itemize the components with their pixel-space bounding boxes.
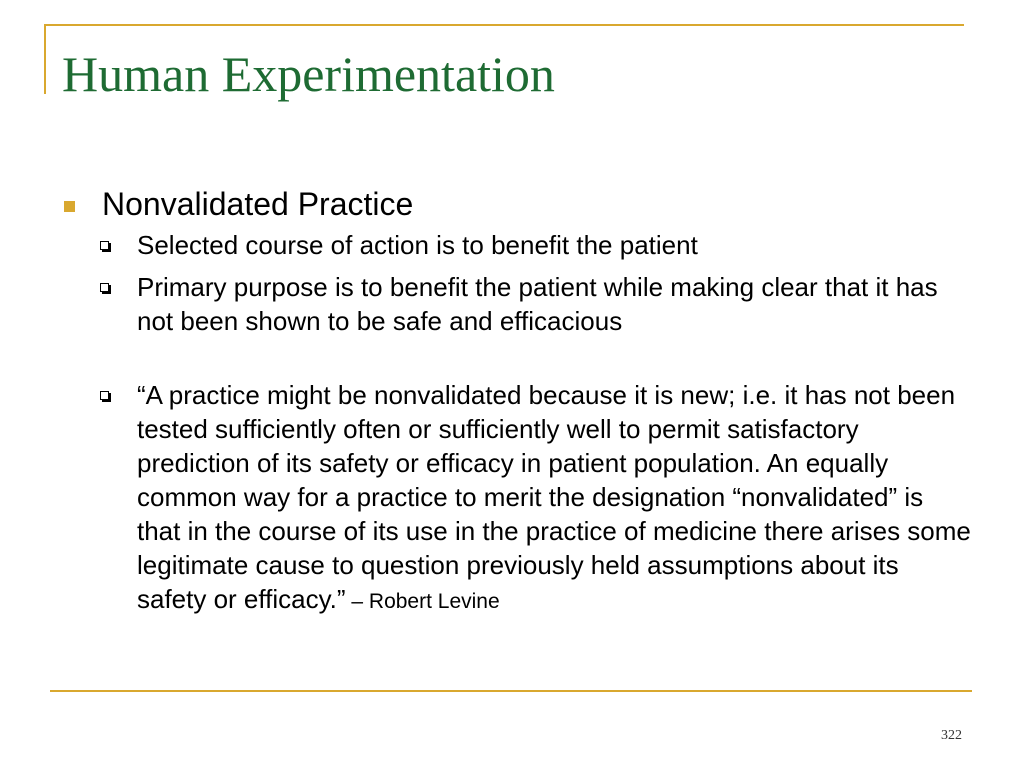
square-bullet-icon (64, 201, 75, 212)
slide-title: Human Experimentation (62, 46, 555, 102)
quote-text: “A practice might be nonvalidated because it is new; i.e. it has not been tested sufficiently often or sufficiently well to permit satisfactory prediction of its safety or efficacy in patient population. An equally common way for a practice to merit the designation “nonvalidated” is that in the course of its use in the practice of medicine there arises some legitimate cause to question previously held assumptions about its safety or efficacy.” (137, 380, 971, 614)
bottom-rule (50, 690, 972, 692)
box-bullet-icon (100, 391, 109, 400)
sub-bullet-list (62, 228, 972, 619)
bullet-nonvalidated-practice (62, 184, 972, 224)
slide-content (62, 184, 972, 627)
box-bullet-icon (100, 283, 109, 292)
sub-bullet-item (62, 228, 972, 262)
box-bullet-icon (100, 241, 109, 250)
top-rule (44, 24, 964, 26)
page-number: 322 (941, 728, 962, 743)
sub-bullet-text: Primary purpose is to benefit the patient while making clear that it has not been shown to be safe and efficacious (137, 272, 938, 336)
sub-bullet-text: Selected course of action is to benefit the patient (137, 230, 698, 260)
quote-attribution: – Robert Levine (345, 590, 500, 613)
sub-bullet-item (62, 270, 972, 338)
left-rule (44, 24, 46, 94)
sub-bullet-item-quote (62, 378, 972, 619)
bullet-text: Nonvalidated Practice (102, 186, 414, 222)
